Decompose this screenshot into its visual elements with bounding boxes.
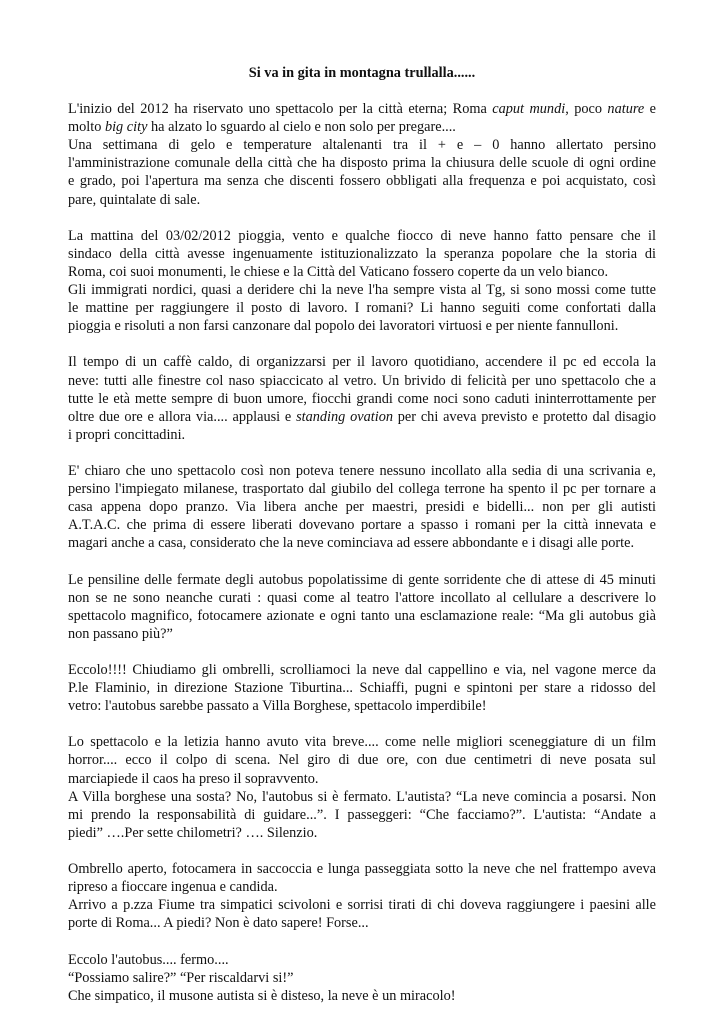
text-run: La mattina del 03/02/2012 pioggia, vento e qualche fiocco di neve hanno fatto pensare che il [68,227,656,244]
text-line [68,227,656,245]
text-line [68,788,656,806]
text-line [68,516,656,534]
text-line [68,951,656,969]
text-line [68,245,656,263]
italic-text: standing ovation [296,408,393,425]
text-run: casa appena dopo pranzo. Via libera anche per maestri, presidi e bidelli... non per gli autisti [68,499,656,516]
text-run: porte di Roma... A piedi? Non è dato sapere! Forse... [68,915,369,932]
text-run: Che simpatico, il musone autista si è disteso, la neve è un miracolo! [68,987,456,1004]
text-run: neve: tutti alle finestre col naso spiaccicato al vetro. Un brivido di felicità per uno spettacolo che a [68,372,656,389]
text-line [68,733,656,751]
document-page [68,64,656,1023]
text-line [68,751,656,769]
paragraph [68,571,656,643]
text-run: P.le Flaminio, in direzione Stazione Tiburtina... Schiaffi, pugni e spintoni per stare a ridosso del [68,680,656,697]
text-run: Lo spettacolo e la letizia hanno avuto vita breve.... come nelle migliori sceneggiature di un film [68,734,656,751]
text-line [68,878,656,896]
text-line [68,824,656,842]
text-line [68,697,656,715]
text-run: piedi” ….Per sette chilometri? …. Silenzio. [68,824,318,841]
text-run: marciapiede il caos ha preso il sopravvento. [68,770,319,787]
text-line [68,118,656,136]
text-line [68,914,656,932]
text-run: magari anche a casa, considerato che la neve cominciava ad essere abbondante e i disagi alle porte. [68,535,635,552]
paragraph [68,227,656,336]
text-run: Una settimana di gelo e temperature altalenanti tra il + e – 0 hanno allertato persino [68,137,656,154]
document-title: Si va in gita in montagna trullalla...... [248,65,476,81]
text-run: Eccolo l'autobus.... fermo.... [68,951,229,968]
text-line [68,299,656,317]
text-run: non passano più?” [68,625,173,642]
text-line [68,607,656,625]
italic-text: nature [607,101,645,118]
text-run: spettacolo magnifico, fotocamere azionate e ogni tanto una esclamazione reale: “Ma gli autobus già [68,607,656,624]
paragraph [68,951,656,1005]
text-run: ha alzato lo sguardo al cielo e non solo per pregare.... [147,119,456,136]
paragraph [68,462,656,552]
text-run: Le pensiline delle fermate degli autobus popolatissime di gente sorridente che di attese di 45 minuti [68,571,656,588]
text-run: Arrivo a p.zza Fiume tra simpatici scivoloni e sorrisi tirati di chi doveva raggiungere i paesini alle [68,897,656,914]
text-run: pare, quintalate di sale. [68,191,201,208]
paragraph [68,661,656,715]
text-run: sindaco della città avesse ingenuamente istituzionalizzato la speranza popolare che la storia di [68,245,656,262]
text-run: molto [68,119,105,136]
paragraph [68,733,656,842]
text-run: i propri concittadini. [68,426,186,443]
text-line [68,426,656,444]
text-line [68,154,656,172]
text-run: Roma, coi suoi monumenti, le chiese e la Città del Vaticano fossero coperte da un velo bianco. [68,263,609,280]
text-line [68,353,656,371]
text-run: ripreso a fioccare ingenua e candida. [68,879,278,896]
text-run: l'amministrazione comunale della città che ha disposto prima la chiusura delle scuole di ogni ordine [68,155,656,172]
text-line [68,372,656,390]
text-line [68,679,656,697]
text-line [68,317,656,335]
text-line [68,100,656,118]
text-line [68,172,656,190]
text-line [68,281,656,299]
text-line [68,589,656,607]
text-run: e [644,101,656,118]
text-run: vetro: l'autobus sarebbe passato a Villa Borghese, spettacolo imperdibile! [68,698,487,715]
text-run: le mattine per raggiungere il posto di lavoro. I romani? Li hanno seguiti come confortati dalla [68,300,656,317]
text-run: tutte le età mette sempre di buon umore, fiocchi grandi come noci sono caduti ininterrottamente per [68,390,656,407]
text-line [68,534,656,552]
text-run: mi prendo la responsabilità di guidare...”. I passeggeri: “Che facciamo?”. L'autista: “Andate a [68,806,656,823]
text-line [68,661,656,679]
paragraph [68,353,656,443]
text-line [68,263,656,281]
text-run: Eccolo!!!! Chiudiamo gli ombrelli, scrolliamoci la neve dal cappellino e via, nel vagone merce da [68,662,656,678]
text-run: pioggia e risoluti a non farsi canzonare dal popolo dei lavoratori virtuosi e per niente fannulloni. [68,318,619,335]
text-run: A Villa borghese una sosta? No, l'autobus si è fermato. L'autista? “La neve comincia a posarsi. Non [68,788,656,805]
text-line [68,498,656,516]
paragraph [68,100,656,209]
text-line [68,390,656,408]
text-run: Ombrello aperto, fotocamera in saccoccia e lunga passeggiata sotto la neve che nel frattempo aveva [68,861,656,878]
text-run: “Possiamo salire?” “Per riscaldarvi si!” [68,969,294,986]
text-run: non se ne sono neanche curati : quasi come al teatro l'attore incollato al cellulare a descrivere lo [68,589,656,606]
text-run: e grado, poi l'apertura ma senza che discenti fossero obbligati alla frequenza e poi acquistato, così [68,173,656,190]
text-line [68,770,656,788]
text-run: Il tempo di un caffè caldo, di organizzarsi per il lavoro quotidiano, accendere il pc ed eccola la [68,354,656,371]
text-line [68,896,656,914]
text-run: A.T.A.C. che prima di essere liberati dovevano portare a spasso i romani per la città innevata e [68,517,656,534]
text-line [68,806,656,824]
text-run: oltre due ore e allora via.... applausi e [68,408,297,425]
paragraph [68,860,656,932]
text-run: , poco [565,101,608,118]
text-run: persino l'impiegato milanese, trasportato dal giubilo del collega terrone ha spento il pc per tornare a [68,481,656,498]
text-run: per chi aveva previsto e protetto dal disagio [393,408,657,425]
italic-text: big city [104,119,148,136]
text-line [68,408,656,426]
text-line [68,191,656,209]
text-line [68,571,656,589]
text-line [68,987,656,1005]
document-body [68,100,656,1005]
text-run: E' chiaro che uno spettacolo così non poteva tenere nessuno incollato alla sedia di una scrivania e, [68,462,656,479]
text-run: L'inizio del 2012 ha riservato uno spettacolo per la città eterna; Roma [68,101,493,118]
text-line [68,860,656,878]
text-line [68,480,656,498]
text-line [68,136,656,154]
text-run: horror.... ecco il colpo di scena. Nel giro di due ore, con due centimetri di neve posata sul [68,752,656,769]
text-line [68,462,656,480]
text-line [68,625,656,643]
text-run: Gli immigrati nordici, quasi a deridere chi la neve l'ha sempre vista al Tg, si sono mossi come tutte [68,282,656,299]
text-line [68,969,656,987]
italic-text: caput mundi [492,101,566,118]
